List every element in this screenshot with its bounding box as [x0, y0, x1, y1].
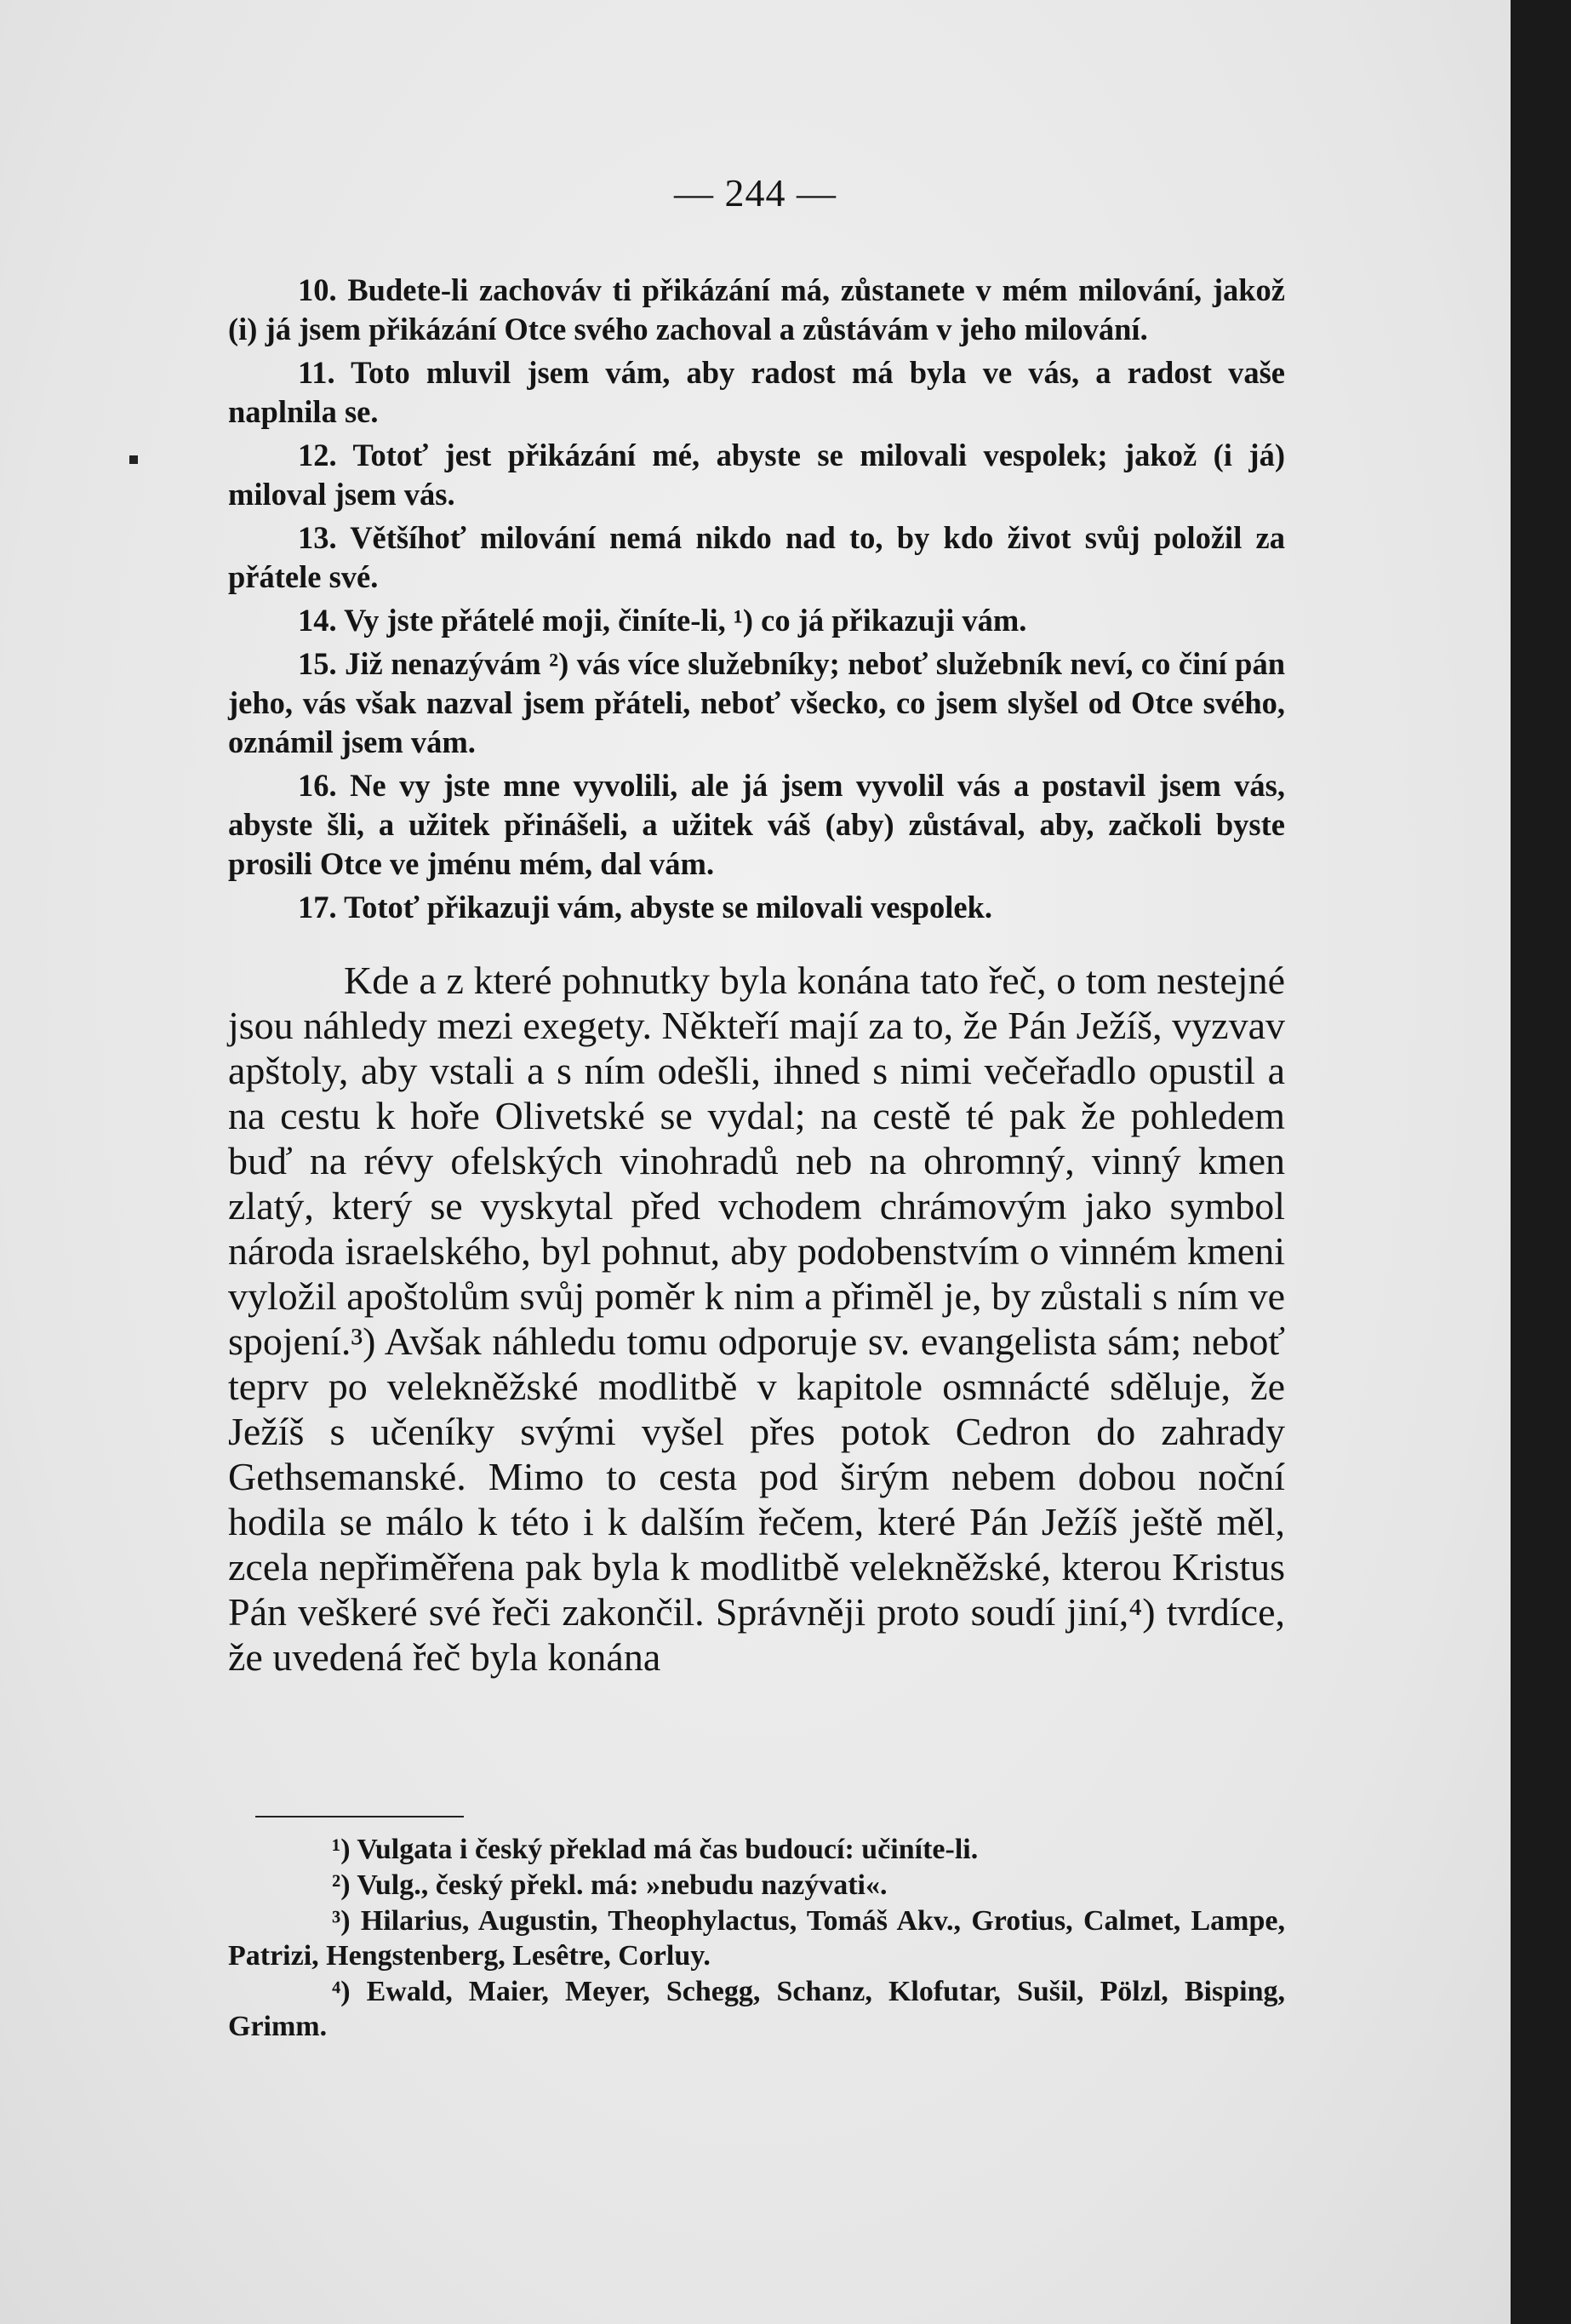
verse-number: 13.	[298, 520, 337, 555]
verse-number: 10.	[298, 272, 337, 307]
verse-text: Budete-li zachováv ti přikázání má, zůstanete v mém milování, jakož (i) já jsem přikázání Otce svého zachoval a zůstávám v jeho milování.	[228, 272, 1285, 346]
footnote: ²) Vulg., český překl. má: »nebudu nazývati«.	[332, 1869, 888, 1901]
verse-text: Ne vy jste mne vyvolili, ale já jsem vyvolil vás a postavil jsem vás, abyste šli, a užitek přinášeli, a užitek váš (aby) zůstával, aby, začkoli byste prosili Otce ve jménu mém, dal vám.	[228, 768, 1285, 881]
verse-number: 16.	[298, 768, 337, 803]
verse-number: 17.	[298, 890, 337, 924]
verse	[228, 353, 1285, 432]
verse-number: 12.	[298, 438, 337, 472]
verse	[228, 888, 1285, 927]
margin-mark	[129, 455, 138, 464]
verse	[228, 436, 1285, 514]
verse-number: 14.	[298, 603, 337, 638]
verse-text: Vy jste přátelé moji, činíte-li, ¹) co já přikazuji vám.	[344, 603, 1027, 638]
verse-number: 15.	[298, 646, 337, 681]
verse	[228, 766, 1285, 884]
footnote: ³) Hilarius, Augustin, Theophylactus, Tomáš Akv., Grotius, Calmet, Lampe, Patrizi, Hengstenberg, Lesêtre, Corluy.	[228, 1905, 1285, 1972]
footnote: ⁴) Ewald, Maier, Meyer, Schegg, Schanz, Klofutar, Sušil, Pölzl, Bisping, Grimm.	[228, 1976, 1285, 2042]
verse-number: 11.	[298, 355, 335, 390]
verse-list	[228, 271, 1285, 931]
verse	[228, 518, 1285, 597]
footnotes	[228, 1832, 1285, 2045]
verse-text: Totoť přikazuji vám, abyste se milovali vespolek.	[344, 890, 992, 924]
verse-text: Totoť jest přikázání mé, abyste se milovali vespolek; jakož (i já) miloval jsem vás.	[228, 438, 1285, 512]
verse	[228, 271, 1285, 349]
verse-text: Toto mluvil jsem vám, aby radost má byla ve vás, a radost vaše naplnila se.	[228, 355, 1285, 429]
verse-text: Většíhoť milování nemá nikdo nad to, by kdo život svůj položil za přátele své.	[228, 520, 1285, 594]
footnote-divider	[255, 1816, 464, 1817]
footnote: ¹) Vulgata i český překlad má čas budoucí: učiníte-li.	[332, 1834, 979, 1865]
verse	[228, 644, 1285, 762]
commentary-paragraph: Kde a z které pohnutky byla konána tato řeč, o tom nestejné jsou náhledy mezi exegety. Někteří mají za to, že Pán Ježíš, vyzvav apštoly, aby vstali a s ním odešli, ihned s nimi večeřadlo opustil a na cestu k hoře Olivetské se vydal; na cestě té pak že pohledem buď na révy ofelských vinohradů neb na ohromný, vinný kmen zlatý, který se vyskytal před vchodem chrámovým jako symbol národa israelského, byl pohnut, aby podobenstvím o vinném kmeni vyložil apoštolům svůj poměr k nim a přiměl je, by zůstali s ním ve spojení.³) Avšak náhledu tomu odporuje sv. evangelista sám; neboť teprv po velekněžské modlitbě v kapitole osmnácté sděluje, že Ježíš s učeníky svými vyšel přes potok Cedron do zahrady Gethsemanské. Mimo to cesta pod širým nebem dobou noční hodila se málo k této i k dalším řečem, které Pán Ježíš ještě měl, zcela nepřiměřena pak byla k modlitbě velekněžské, kterou Kristus Pán veškeré své řeči zakončil. Správněji proto soudí jiní,⁴) tvrdíce, že uvedená řeč byla konána	[228, 959, 1285, 1679]
verse	[228, 601, 1285, 640]
scan-dark-edge	[1511, 0, 1571, 2324]
page-number: — 244 —	[674, 171, 837, 215]
verse-text: Již nenazývám ²) vás více služebníky; neboť služebník neví, co činí pán jeho, vás však nazval jsem přáteli, neboť všecko, co jsem slyšel od Otce svého, oznámil jsem vám.	[228, 646, 1286, 759]
commentary-section	[228, 958, 1285, 1680]
